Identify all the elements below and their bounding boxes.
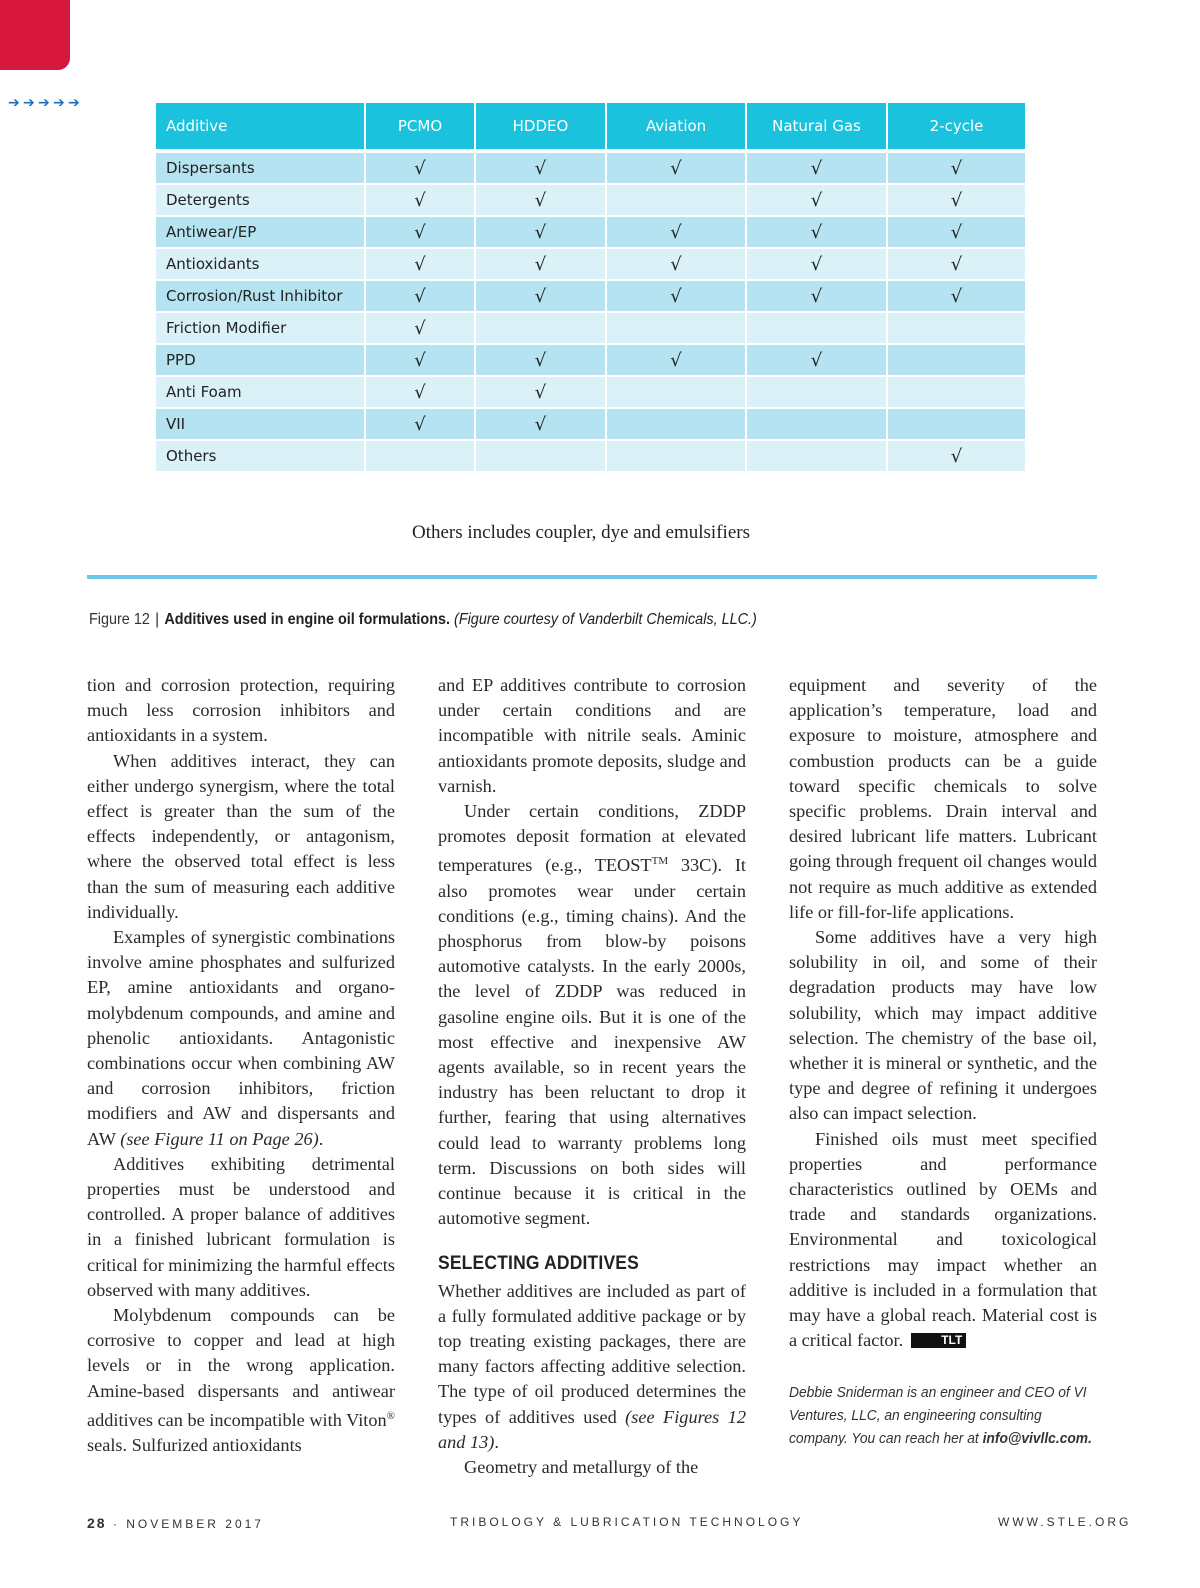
table-row <box>156 439 1027 471</box>
paragraph: When additives interact, they can either undergo synergism, where the total effect is greater than the sum of the effects independently, or antagonism, where the observed total effect is less than the sum of measuring each additive individually. <box>87 750 395 922</box>
figure-note: Others includes coupler, dye and emulsifiers <box>412 522 750 543</box>
check-mark-cell: √ <box>607 343 747 375</box>
check-mark-cell: √ <box>888 215 1027 247</box>
table-row <box>156 407 1027 439</box>
figure-credit: (Figure courtesy of Vanderbilt Chemicals, LLC.) <box>454 611 757 628</box>
trademark: TM <box>651 855 669 868</box>
check-mark-cell: √ <box>366 247 476 279</box>
figure-number: Figure 12 <box>89 611 150 628</box>
arrow-right-icon: ➔ <box>23 95 35 111</box>
figure-title: Additives used in engine oil formulations. <box>164 611 451 628</box>
paragraph-text: seals. Sulfurized antioxidants <box>87 1435 302 1456</box>
table-row <box>156 215 1027 247</box>
magazine-name: TRIBOLOGY & LUBRICATION TECHNOLOGY <box>450 1515 804 1529</box>
column-header: HDDEO <box>476 103 607 149</box>
arrow-right-icon: ➔ <box>68 95 80 111</box>
column-header: Additive <box>156 103 366 149</box>
section-heading: SELECTING ADDITIVES <box>438 1253 639 1275</box>
paragraph <box>87 925 395 1152</box>
check-mark-cell <box>366 439 476 471</box>
author-bio-text: Debbie Sniderman is an engineer and CEO of VI Ventures, LLC, an engineering consulting company. You can reach her at <box>789 1384 1087 1448</box>
table-row <box>156 279 1027 311</box>
check-mark-cell: √ <box>366 311 476 343</box>
paragraph <box>438 799 746 1231</box>
check-mark-cell: √ <box>476 151 607 183</box>
continuation-arrows <box>8 96 83 110</box>
check-mark-cell <box>476 439 607 471</box>
caption-separator: | <box>155 611 159 628</box>
check-mark-cell: √ <box>607 215 747 247</box>
check-mark-cell: √ <box>476 375 607 407</box>
additive-name-cell: Corrosion/Rust Inhibitor <box>156 279 366 311</box>
table-row <box>156 343 1027 375</box>
figure-reference: (see Figures 12 and 13) <box>438 1406 746 1452</box>
column-header: Natural Gas <box>747 103 888 149</box>
article-column-2 <box>438 673 746 1480</box>
paragraph-text: Molybdenum compounds can be corrosive to copper and lead at high levels or in the wrong application. Amine-based dispersants and antiwear additives can be incompatible with Viton <box>87 1305 395 1430</box>
column-header: PCMO <box>366 103 476 149</box>
paragraph-text: . <box>318 1128 324 1149</box>
arrow-right-icon: ➔ <box>8 95 20 111</box>
check-mark-cell: √ <box>888 439 1027 471</box>
figure-reference: (see Figure 11 on Page 26) <box>120 1128 319 1149</box>
author-bio <box>789 1381 1093 1450</box>
paragraph: Some additives have a very high solubility in oil, and some of their degradation products may have low solubility, which may impact additive selection. The chemistry of the base oil, whether it is mineral or synthetic, and the type and degree of refining it undergoes also can impact selection. <box>789 927 1097 1124</box>
tlt-end-mark: TLT <box>911 1333 966 1348</box>
table-row <box>156 183 1027 215</box>
check-mark-cell <box>888 375 1027 407</box>
check-mark-cell: √ <box>476 343 607 375</box>
paragraph-text: Finished oils must meet specified properties and performance characteristics outlined by OEMs and trade and standards organizations. Environmental and toxicological restrictions may impact whether an additive is included in a formulation that may have a global reach. Material cost is a critical factor. <box>789 1128 1097 1351</box>
check-mark-cell: √ <box>366 375 476 407</box>
check-mark-cell <box>607 311 747 343</box>
check-mark-cell <box>607 439 747 471</box>
check-mark-cell: √ <box>476 279 607 311</box>
footer-dot: · <box>112 1517 120 1531</box>
issue-date: NOVEMBER 2017 <box>126 1517 264 1531</box>
paragraph <box>438 1279 746 1455</box>
check-mark-cell: √ <box>476 407 607 439</box>
additive-name-cell: Detergents <box>156 183 366 215</box>
check-mark-cell: √ <box>747 151 888 183</box>
table-row <box>156 247 1027 279</box>
article-column-1 <box>87 673 395 1458</box>
arrow-right-icon: ➔ <box>38 95 50 111</box>
check-mark-cell <box>747 407 888 439</box>
check-mark-cell <box>607 183 747 215</box>
paragraph <box>789 1127 1097 1354</box>
check-mark-cell: √ <box>607 247 747 279</box>
figure-divider <box>87 575 1097 579</box>
check-mark-cell <box>888 407 1027 439</box>
additive-name-cell: Friction Modifier <box>156 311 366 343</box>
check-mark-cell: √ <box>747 343 888 375</box>
paragraph-text: 33C). It also promotes wear under certain conditions (e.g., timing chains). And the phosphorus from blow-by poisons automotive catalysts. In the early 2000s, the level of ZDDP was reduced in gasoline engine oils. But it is one of the most effective and inexpensive AW agents available, so in recent years the industry has been reluctant to drop it further, fearing that using alternatives could lead to warranty problems long term. Discussions on both sides will continue because it is critical in the automotive segment. <box>438 855 746 1229</box>
paragraph-text: Under certain conditions, ZDDP promotes deposit formation at elevated temperatures (e.g., TEOST <box>438 801 746 876</box>
table-row <box>156 311 1027 343</box>
check-mark-cell <box>888 311 1027 343</box>
check-mark-cell: √ <box>366 407 476 439</box>
article-column-3 <box>789 673 1097 1450</box>
check-mark-cell: √ <box>607 279 747 311</box>
check-mark-cell: √ <box>366 215 476 247</box>
additive-name-cell: PPD <box>156 343 366 375</box>
check-mark-cell: √ <box>747 183 888 215</box>
check-mark-cell: √ <box>476 215 607 247</box>
paragraph-text: . <box>494 1431 499 1452</box>
table-header-row <box>156 103 1027 149</box>
check-mark-cell <box>607 407 747 439</box>
paragraph-text: Whether additives are included as part of a fully formulated additive package or by top treating existing packages, there are many factors affecting additive selection. The type of oil produced determines the types of additives used <box>438 1280 746 1427</box>
registered-mark: ® <box>386 1409 395 1422</box>
check-mark-cell <box>476 311 607 343</box>
paragraph: equipment and severity of the application’s temperature, load and exposure to moisture, atmosphere and combustion products can be a guide toward specific chemicals to solve specific problems. Drain interval and desired lubricant life matters. Lubricant going through frequent oil changes would not require as much additive as extended life or fill-for-life applications. <box>789 675 1097 922</box>
check-mark-cell <box>607 375 747 407</box>
check-mark-cell: √ <box>747 279 888 311</box>
column-header: Aviation <box>607 103 747 149</box>
check-mark-cell <box>747 311 888 343</box>
check-mark-cell: √ <box>476 183 607 215</box>
paragraph: Additives exhibiting detrimental properties must be understood and controlled. A proper balance of additives in a finished lubricant formulation is critical for minimizing the harmful effects observed with many additives. <box>87 1153 395 1300</box>
check-mark-cell <box>747 439 888 471</box>
additive-name-cell: Dispersants <box>156 151 366 183</box>
author-email-link[interactable]: info@vivllc.com. <box>982 1430 1092 1448</box>
additives-table <box>156 103 1027 471</box>
additive-name-cell: Antiwear/EP <box>156 215 366 247</box>
check-mark-cell: √ <box>476 247 607 279</box>
check-mark-cell: √ <box>607 151 747 183</box>
additive-name-cell: VII <box>156 407 366 439</box>
figure-caption <box>89 611 757 629</box>
paragraph: Geometry and metallurgy of the <box>464 1457 699 1478</box>
additive-name-cell: Anti Foam <box>156 375 366 407</box>
additive-name-cell: Antioxidants <box>156 247 366 279</box>
paragraph <box>87 1303 395 1458</box>
check-mark-cell: √ <box>888 247 1027 279</box>
check-mark-cell: √ <box>366 151 476 183</box>
check-mark-cell: √ <box>888 151 1027 183</box>
check-mark-cell <box>747 375 888 407</box>
table-row <box>156 375 1027 407</box>
check-mark-cell: √ <box>888 279 1027 311</box>
corner-color-tab <box>0 0 70 70</box>
table-row <box>156 151 1027 183</box>
check-mark-cell: √ <box>366 279 476 311</box>
check-mark-cell <box>888 343 1027 375</box>
check-mark-cell: √ <box>366 343 476 375</box>
page-number: 28 <box>87 1515 107 1531</box>
check-mark-cell: √ <box>747 215 888 247</box>
additive-name-cell: Others <box>156 439 366 471</box>
check-mark-cell: √ <box>747 247 888 279</box>
paragraph: and EP additives contribute to corrosion under certain conditions and are incompatible with nitrile seals. Aminic antioxidants promote deposits, sludge and varnish. <box>438 675 746 796</box>
column-header: 2-cycle <box>888 103 1027 149</box>
footer-folio <box>87 1515 264 1531</box>
check-mark-cell: √ <box>888 183 1027 215</box>
website-link[interactable]: WWW.STLE.ORG <box>998 1515 1132 1529</box>
paragraph-text: Examples of synergistic combinations involve amine phosphates and sulfurized EP, amine antioxidants and organo-molybdenum compounds, and amine and phenolic antioxidants. Antagonistic combinations occur when combining AW and corrosion inhibitors, friction modifiers and AW and dispersants and AW <box>87 927 395 1149</box>
paragraph: tion and corrosion protection, requiring much less corrosion inhibitors and antioxidants in a system. <box>87 675 395 746</box>
check-mark-cell: √ <box>366 183 476 215</box>
arrow-right-icon: ➔ <box>53 95 65 111</box>
